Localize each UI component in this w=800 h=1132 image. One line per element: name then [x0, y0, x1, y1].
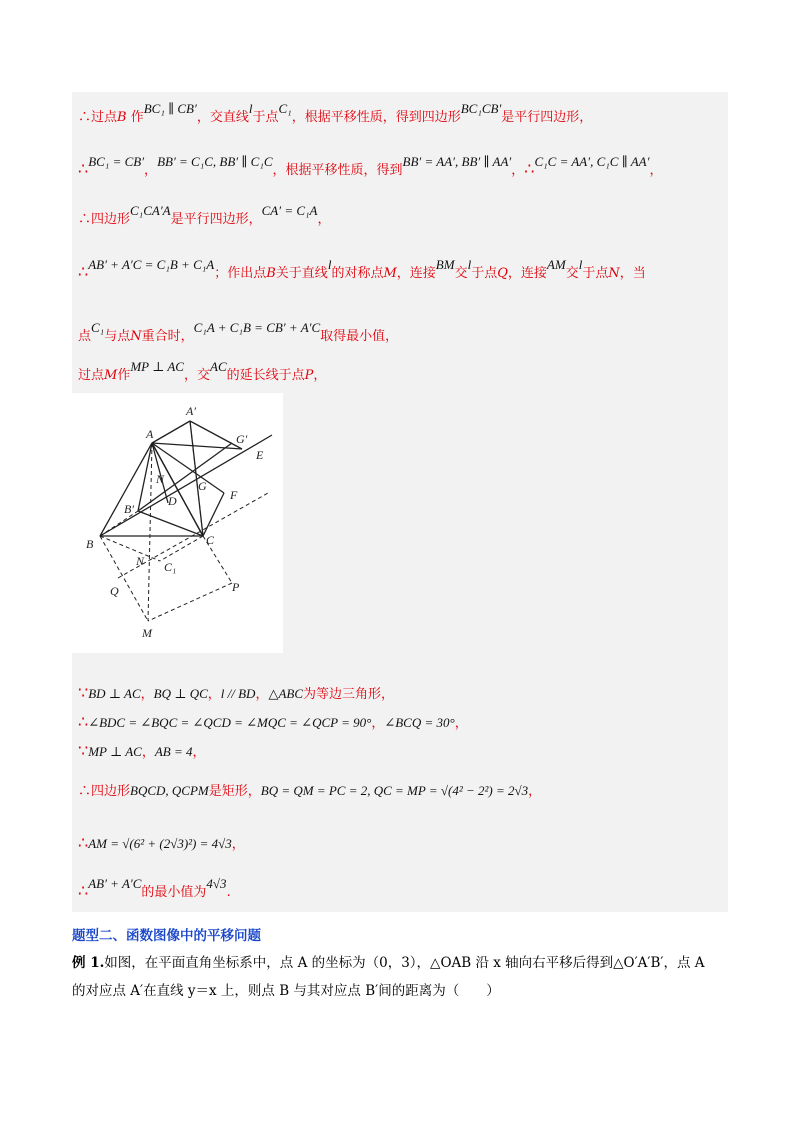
math-expr: ∠BCQ = 30°: [384, 715, 455, 730]
text: 关于直线: [275, 266, 328, 281]
math-expr: 4√3: [206, 876, 227, 891]
text: 的对称点: [331, 266, 384, 281]
math-expr: l: [578, 257, 583, 272]
label-B-prime: B′: [124, 502, 134, 516]
text: ，交直线: [196, 110, 249, 125]
math-expr: l // BD: [220, 686, 256, 701]
label-D: D: [168, 494, 177, 508]
text: ，连接: [507, 266, 547, 281]
math-expr: BB′ = AA′, BB′ ∥ AA′: [402, 154, 512, 169]
text: 与点: [104, 329, 131, 344]
section-heading: 题型二、函数图像中的平移问题: [72, 928, 261, 944]
text: 交: [565, 266, 579, 281]
label-C1: C₁: [164, 560, 177, 574]
math-expr: BC₁CB′: [460, 101, 502, 116]
solution-line-4: [78, 257, 646, 283]
text: 重合时，: [141, 329, 194, 344]
text: 于点: [471, 266, 498, 281]
text: ，交: [183, 368, 210, 383]
solution-line-2: [78, 154, 663, 180]
geometry-figure-svg: [72, 393, 283, 653]
because-symbol: ∵: [78, 683, 89, 702]
text: 是平行四边形，: [170, 212, 262, 227]
math-expr: C₁: [91, 320, 105, 335]
text: ，: [317, 212, 331, 227]
label-M: M: [142, 626, 152, 640]
point-label: B: [266, 266, 276, 281]
solution-line-3: [78, 203, 331, 229]
text: ∴四边形: [78, 212, 131, 227]
solution-line-11: [78, 834, 245, 854]
math-expr: △ABC: [268, 686, 304, 701]
example-label: 例 1.: [72, 955, 105, 971]
point-label: P: [304, 368, 314, 383]
text: ∴四边形: [78, 784, 131, 799]
math-expr: AB = 4: [154, 744, 193, 759]
therefore-symbol: ∴: [78, 833, 89, 852]
text: ，: [141, 745, 155, 760]
therefore-symbol: ∴: [78, 262, 89, 281]
text: ，: [231, 837, 245, 852]
math-expr: BQ = QM = PC = 2, QC = MP = √(4² − 2²) = 2√3: [260, 783, 529, 798]
point-label: B: [117, 110, 127, 125]
text: ，根据平移性质，得到四边形: [291, 110, 461, 125]
math-expr: BM: [435, 257, 455, 272]
label-Q: Q: [110, 584, 119, 598]
math-expr: BB′ = C₁C, BB′ ∥ C₁C: [157, 154, 273, 169]
therefore-symbol: ∴: [78, 159, 89, 178]
text: ，: [255, 687, 269, 702]
solution-line-9: [78, 742, 206, 762]
math-expr: BQ ⊥ QC: [153, 686, 208, 701]
point-label: Q: [497, 266, 508, 281]
text: ，: [140, 687, 154, 702]
text: ，: [454, 716, 468, 731]
text: ，: [371, 716, 385, 731]
label-G-prime: G′: [236, 432, 248, 446]
label-E: E: [256, 448, 264, 462]
point-label: M: [383, 266, 397, 281]
text: ，: [207, 687, 221, 702]
text: .: [226, 885, 231, 900]
text: 的最小值为: [141, 885, 207, 900]
text: ，: [192, 745, 206, 760]
solution-line-7: [78, 684, 394, 704]
math-expr: l: [327, 257, 332, 272]
math-expr: AB′ + A′C = C₁B + C₁A: [88, 257, 215, 272]
text: ∴过点: [78, 110, 118, 125]
text: ，当: [619, 266, 646, 281]
text: ，根据平移性质，得到: [272, 163, 403, 178]
point-label: N: [130, 329, 142, 344]
math-expr: l: [467, 257, 472, 272]
solution-line-8: [78, 713, 468, 733]
text: ，: [511, 163, 525, 178]
math-expr: MP ⊥ AC: [130, 359, 184, 374]
math-expr: C₁: [278, 101, 292, 116]
label-A: A: [146, 427, 154, 441]
text: ，: [313, 368, 327, 383]
math-expr: BQCD, QCPM: [130, 783, 209, 798]
text: ，: [528, 784, 542, 799]
therefore-symbol: ∴: [524, 159, 535, 178]
math-expr: AC: [210, 359, 227, 374]
text: 是矩形，: [208, 784, 261, 799]
math-expr: C₁A + C₁B = CB′ + A′C: [193, 320, 321, 335]
label-B: B: [86, 537, 94, 551]
example-text-2: 的对应点 A′在直线 y＝x 上，则点 B 与其对应点 B′间的距离为（ ）: [72, 983, 500, 999]
label-A-prime: A′: [186, 404, 196, 418]
point-label: N: [608, 266, 620, 281]
label-N-lower: N: [136, 554, 145, 568]
label-G: G: [198, 479, 207, 493]
math-expr: CA′ = C₁A: [261, 203, 318, 218]
example-line-1: [72, 950, 732, 976]
text: 取得最小值，: [320, 329, 399, 344]
solution-line-12: [78, 876, 231, 902]
geometry-figure: [72, 393, 283, 653]
text: 交: [454, 266, 468, 281]
text: 是平行四边形，: [501, 110, 593, 125]
solution-line-5: [78, 320, 399, 346]
text: 过点: [78, 368, 105, 383]
math-expr: BC₁ = CB′: [88, 154, 145, 169]
math-expr: AB′ + A′C: [88, 876, 142, 891]
math-expr: BD ⊥ AC: [88, 686, 141, 701]
math-expr: C₁C = AA′, C₁C ∥ AA′: [534, 154, 650, 169]
math-expr: AM: [546, 257, 566, 272]
text: 的延长线于点: [226, 368, 305, 383]
solution-line-1: [78, 101, 593, 127]
math-expr: AM = √(6² + (2√3)²) = 4√3: [88, 836, 232, 851]
label-F: F: [230, 488, 238, 502]
solution-line-10: [78, 782, 541, 801]
label-P: P: [232, 580, 240, 594]
text: ；作出点: [214, 266, 267, 281]
solution-line-6: [78, 359, 327, 385]
math-expr: l: [248, 101, 253, 116]
text: ，: [144, 163, 158, 178]
point-label: M: [104, 368, 118, 383]
because-symbol: ∵: [78, 741, 89, 760]
text: 作: [130, 110, 144, 125]
text: 于点: [582, 266, 609, 281]
text: 点: [78, 329, 92, 344]
text: ，: [649, 163, 663, 178]
math-expr: ∠BDC = ∠BQC = ∠QCD = ∠MQC = ∠QCP = 90°: [88, 715, 372, 730]
math-expr: MP ⊥ AC: [88, 744, 142, 759]
example-text: 如图，在平面直角坐标系中，点 A 的坐标为（0，3），△OAB 沿 x 轴向右平移后得到△O′A′B′，点 A: [104, 955, 705, 971]
label-N: N: [156, 472, 165, 486]
math-expr: BC₁ ∥ CB′: [143, 101, 197, 116]
text: 为等边三角形，: [303, 687, 395, 702]
text: 于点: [252, 110, 279, 125]
therefore-symbol: ∴: [78, 881, 89, 900]
label-C: C: [206, 533, 215, 547]
math-expr: C₁CA′A: [130, 203, 171, 218]
text: ，连接: [396, 266, 436, 281]
text: 作: [117, 368, 131, 383]
therefore-symbol: ∴: [78, 712, 89, 731]
example-line-2: [72, 978, 732, 1004]
